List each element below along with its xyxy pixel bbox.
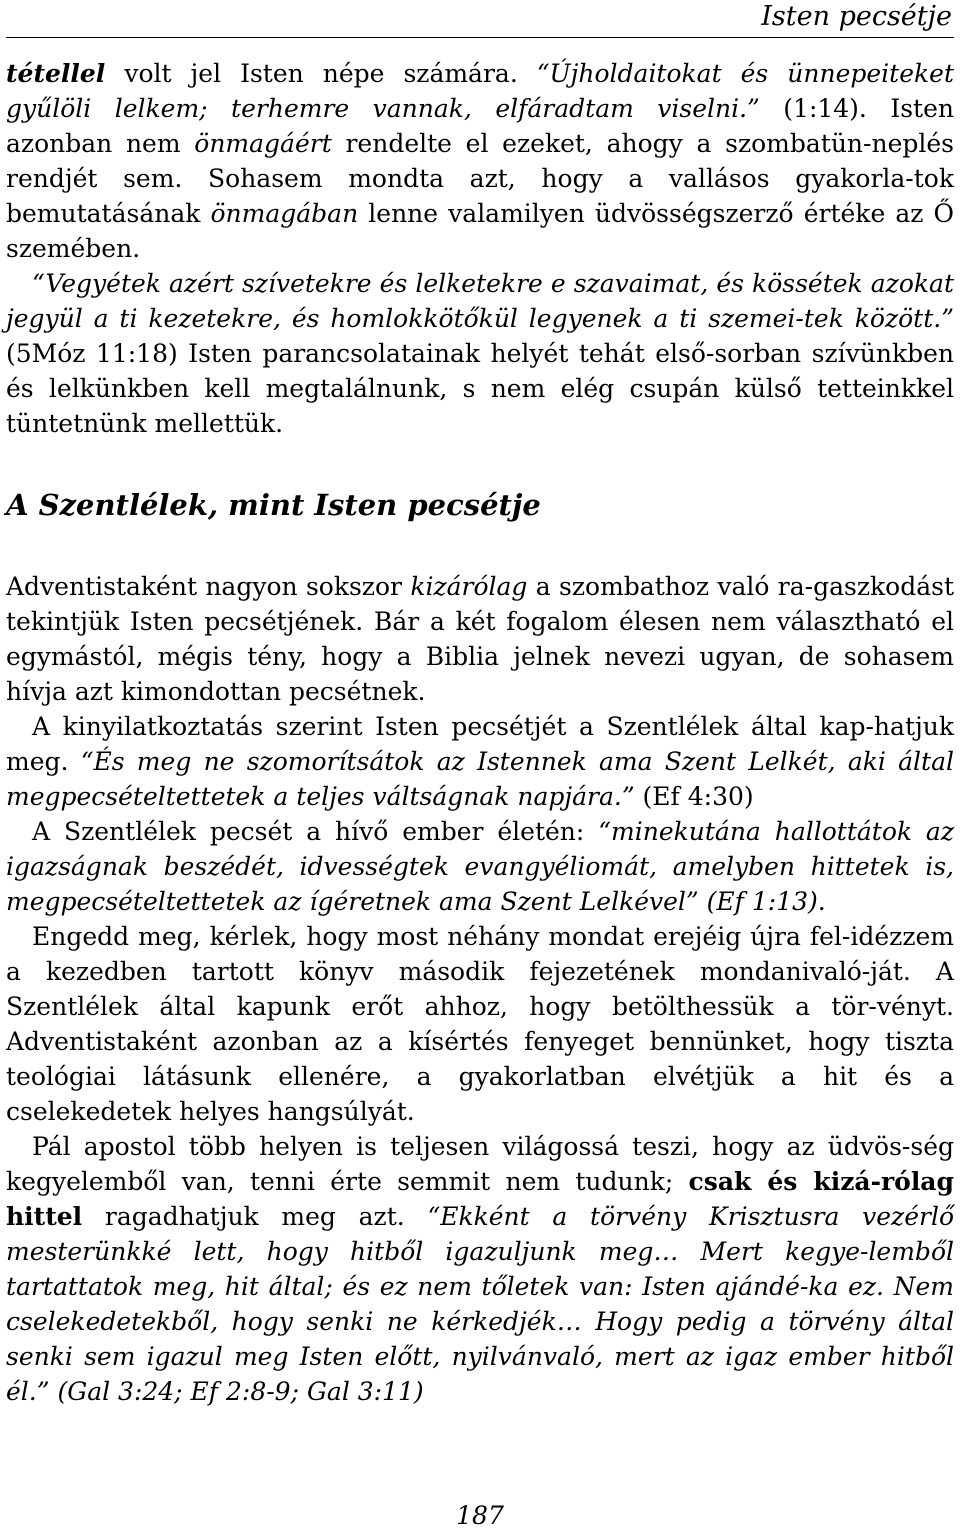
text: lenne valamilyen üdvösségszerző értéke az Ő szemében. bbox=[6, 199, 954, 263]
quotation: “Ekként a törvény Krisztusra vezérlő mesterünkké lett, hogy hitből igazuljunk meg… Mert kegye-lemből tartattatok meg, hit által; és ez nem tőletek van: Isten ajándé-ka ez. Nem cselekedetekből, hogy senki ne kérkedjék… Hogy pedig a törvény által senki sem igazul meg Isten előtt, nyilvánvaló, mert az igaz ember hitből él.” (Gal 3:24; Ef 2:8-9; Gal 3:11) bbox=[6, 1202, 955, 1406]
text: a szombathoz való ra-gaszkodást tekintjük Isten pecsétjének. Bár a két fogalom élesen nem választható el egymástól, mégis tény, hogy a Biblia jelnek nevezi ugyan, de sohasem hívja azt kimondottan pecsétnek. bbox=[6, 572, 954, 706]
text: A Szentlélek pecsét a hívő ember életén: bbox=[32, 817, 599, 846]
quotation: “És meg ne szomorítsátok az Istennek ama Szent Lelkét, aki által megpecsételtettetek a teljes váltságnak napjára.” bbox=[6, 747, 954, 811]
page-number: 187 bbox=[456, 1501, 504, 1530]
bold-text: csak és kizá-rólag hittel bbox=[6, 1167, 954, 1231]
emphasis: önmagáért bbox=[194, 129, 332, 158]
header-rule bbox=[6, 37, 954, 38]
text: Pál apostol több helyen is teljesen világossá teszi, hogy az üdvös-ség kegyelemből van, tenni érte semmit nem tudunk; bbox=[6, 1132, 954, 1196]
quotation: “Vegyétek azért szívetekre és lelketekre e szavaimat, és kössétek azokat jegyül a ti kezetekre, és homlokkötőkül legyenek a ti szemei-tek között.” bbox=[6, 269, 954, 333]
paragraph-7 bbox=[6, 1129, 954, 1409]
text: rendelte el ezeket, ahogy a szombatün-neplés rendjét sem. Sohasem mondta azt, hogy a vallásos gyakorla-tok bemutatásának bbox=[6, 129, 955, 228]
quotation: “minekutána hallottátok az igazságnak beszédét, idvességtek evangyéliomát, amelyben hittetek is, megpecsételtettetek az ígéretnek ama Szent Lelkével” (Ef 1:13). bbox=[6, 817, 955, 916]
bold-italic-text: tétellel bbox=[6, 59, 106, 88]
text: A kinyilatkoztatás szerint Isten pecsétjét a Szentlélek által kap-hatjuk meg. bbox=[6, 712, 954, 776]
paragraph-5 bbox=[6, 814, 954, 919]
text: (5Móz 11:18) Isten parancsolatainak helyét tehát első-sorban szívünkben és lelkünkben kell megtalálnunk, s nem elég csupán külső tetteinkkel tüntetnünk mellettük. bbox=[6, 339, 954, 438]
emphasis: önmagában bbox=[210, 199, 359, 228]
paragraph-3 bbox=[6, 569, 954, 709]
text: (1:14). Isten azonban nem bbox=[6, 94, 954, 158]
spacer bbox=[6, 441, 954, 481]
emphasis: kizárólag bbox=[410, 572, 528, 601]
quotation: “Újholdaitokat és ünnepeiteket gyűlöli lelkem; terhemre vannak, elfáradtam viselni.” bbox=[6, 59, 954, 123]
text: ragadhatjuk meg azt. bbox=[82, 1202, 428, 1231]
paragraph-1 bbox=[6, 56, 954, 266]
paragraph-6 bbox=[6, 919, 954, 1129]
paragraph-2 bbox=[6, 266, 954, 441]
text: volt jel Isten népe számára. bbox=[105, 59, 537, 88]
text: Engedd meg, kérlek, hogy most néhány mondat erejéig újra fel-idézzem a kezedben tartott könyv második fejezetének mondanivaló-ját. A Szentlélek által kapunk erőt ahhoz, hogy betölthessük a tör-vényt. Adventistaként azonban az a kísértés fenyeget bennünket, hogy tiszta teológiai látásunk ellenére, a gyakorlatban elvétjük a hit és a cselekedetek helyes hangsúlyát. bbox=[6, 922, 954, 1126]
section-heading: A Szentlélek, mint Isten pecsétje bbox=[6, 488, 541, 522]
reference: (Ef 4:30) bbox=[634, 782, 754, 811]
paragraph-4 bbox=[6, 709, 954, 814]
text: Adventistaként nagyon sokszor bbox=[6, 572, 411, 601]
page-body bbox=[6, 56, 954, 1409]
running-header: Isten pecsétje bbox=[761, 1, 952, 32]
